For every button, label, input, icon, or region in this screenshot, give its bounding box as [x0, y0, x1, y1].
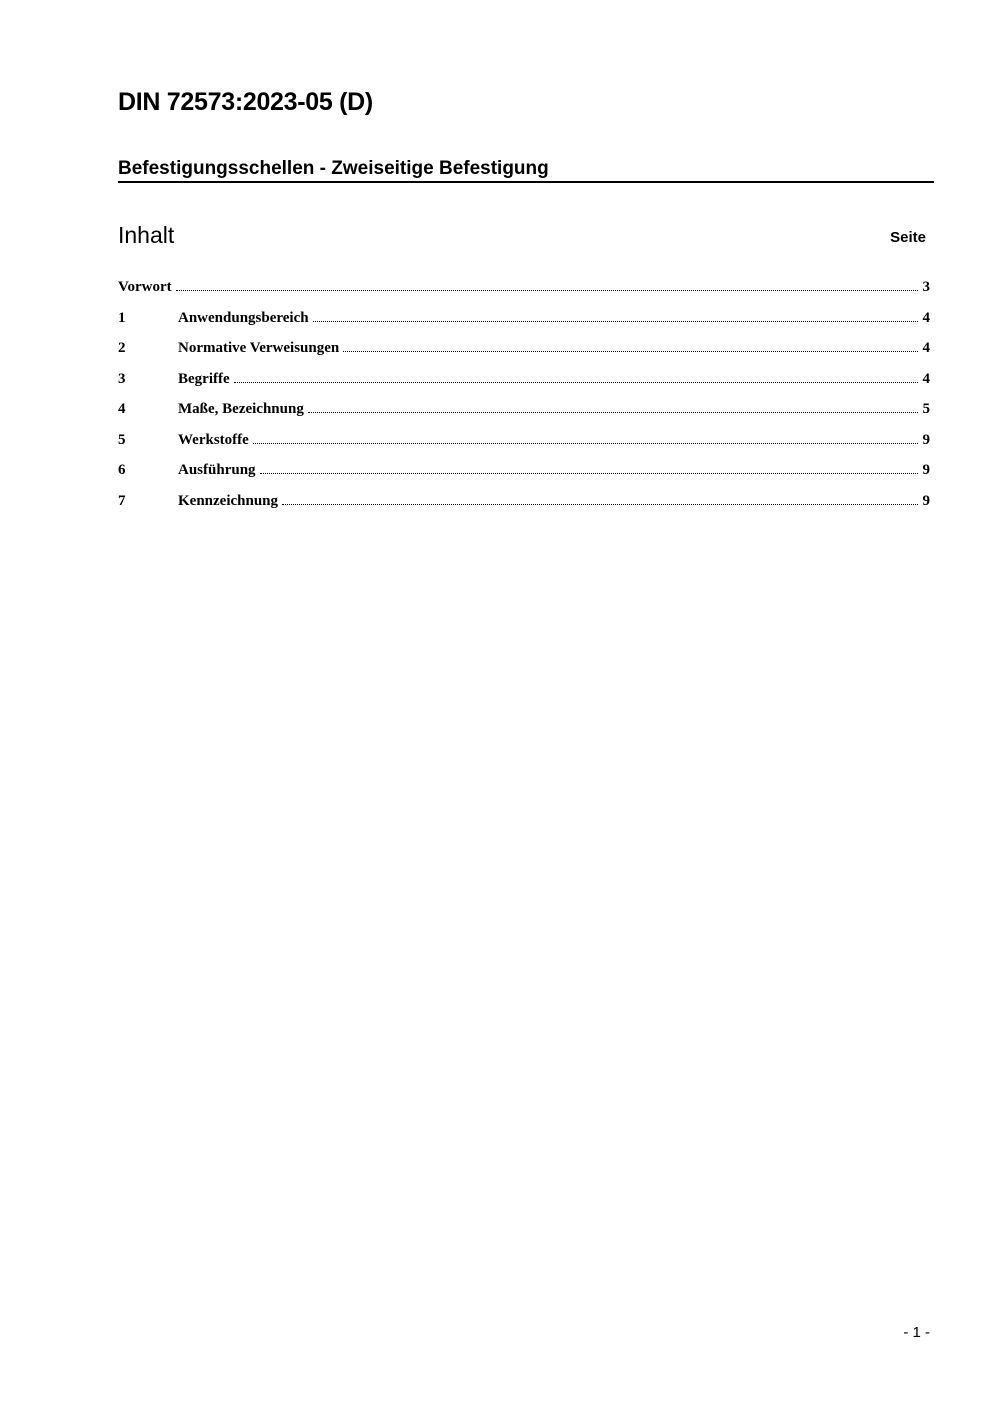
document-id: DIN 72573:2023-05 (D) — [118, 88, 373, 116]
page-number: - 1 - — [903, 1324, 930, 1341]
toc-entry-label: Maße, Bezeichnung — [178, 401, 304, 417]
toc-entry-label: Kennzeichnung — [178, 492, 279, 509]
table-of-contents — [118, 279, 930, 523]
toc-entry-number: 2 — [118, 340, 126, 356]
toc-entry-number: 3 — [118, 370, 126, 387]
toc-entry-label: Werkstoffe — [178, 431, 249, 448]
toc-entry-label: Anwendungsbereich — [178, 309, 309, 326]
toc-entry-vorwort[interactable] — [118, 279, 930, 310]
document-title: Befestigungsschellen - Zweiseitige Befestigung — [118, 158, 934, 183]
toc-dot-leader — [234, 371, 918, 383]
toc-dot-leader — [176, 279, 918, 291]
toc-dot-leader — [313, 310, 918, 322]
toc-entry-7[interactable] — [118, 493, 930, 524]
toc-dot-leader — [343, 340, 918, 352]
toc-entry-page: 3 — [922, 279, 930, 295]
toc-entry-label: Vorwort — [118, 279, 172, 295]
toc-entry-number: 1 — [118, 309, 126, 326]
toc-entry-page: 9 — [922, 492, 930, 509]
toc-dot-leader — [253, 432, 918, 444]
toc-dot-leader — [308, 401, 918, 413]
toc-entry-page: 4 — [922, 370, 930, 387]
toc-entry-page: 9 — [922, 462, 930, 478]
toc-entry-2[interactable] — [118, 340, 930, 371]
toc-dot-leader — [260, 462, 918, 474]
toc-entry-number: 5 — [118, 431, 126, 448]
toc-heading: Inhalt — [118, 222, 175, 248]
toc-entry-page: 9 — [922, 431, 930, 448]
toc-entry-label: Begriffe — [178, 370, 230, 387]
toc-entry-label: Ausführung — [178, 462, 256, 478]
toc-entry-page: 4 — [922, 340, 930, 356]
toc-entry-number: 7 — [118, 492, 126, 509]
toc-dot-leader — [282, 493, 918, 505]
toc-page-column-label: Seite — [890, 229, 926, 246]
toc-entry-number: 4 — [118, 401, 126, 417]
toc-entry-page: 5 — [922, 401, 930, 417]
toc-entry-5[interactable] — [118, 432, 930, 463]
toc-entry-page: 4 — [922, 309, 930, 326]
toc-entry-1[interactable] — [118, 310, 930, 341]
toc-entry-number: 6 — [118, 462, 126, 478]
toc-entry-3[interactable] — [118, 371, 930, 402]
toc-entry-4[interactable] — [118, 401, 930, 432]
toc-entry-label: Normative Verweisungen — [178, 340, 340, 356]
toc-entry-6[interactable] — [118, 462, 930, 493]
